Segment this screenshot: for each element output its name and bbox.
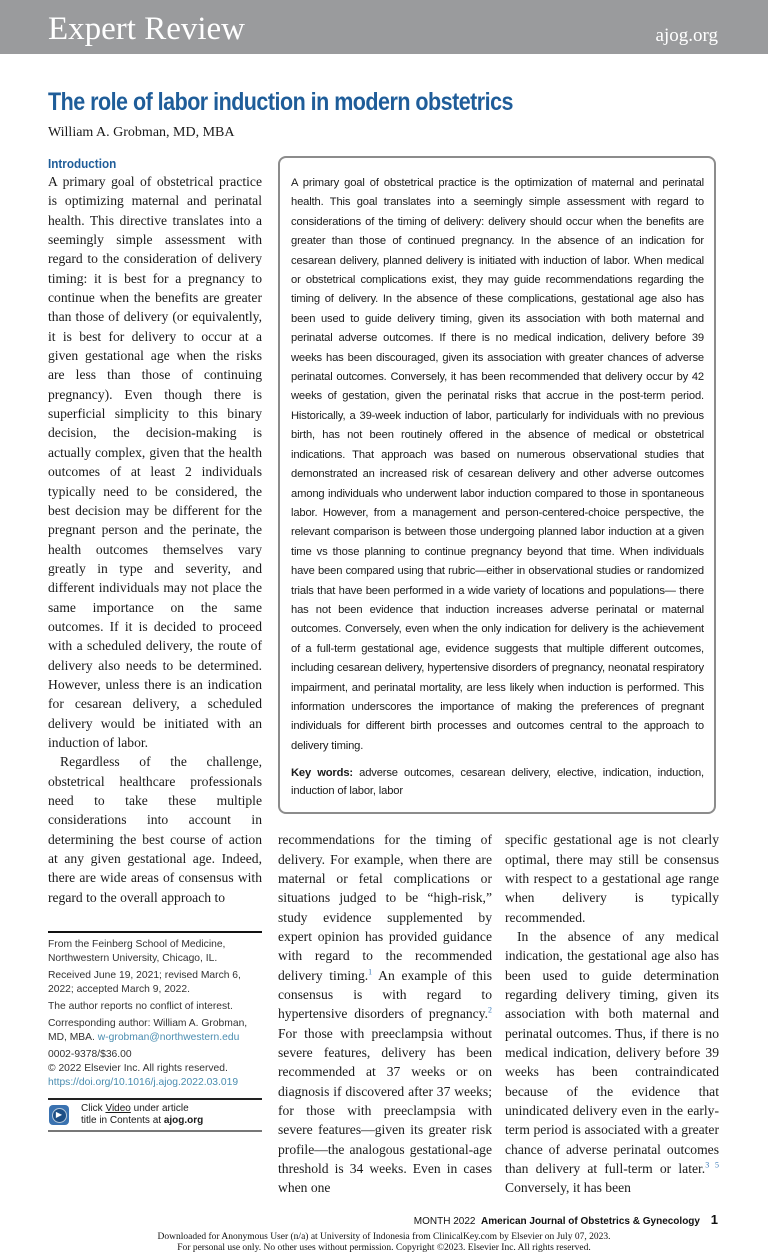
conflict-statement: The author reports no conflict of interest. [48, 1001, 233, 1013]
page-footer [0, 1212, 718, 1230]
download-notice: Downloaded for Anonymous User (n/a) at University of Indonesia from ClinicalKey.com by Elsevier on July 07, 2023. [157, 1231, 611, 1242]
email-link[interactable]: w-grobman@northwestern.edu [97, 1032, 240, 1044]
paragraph [278, 830, 492, 1198]
article-body [48, 156, 718, 1198]
page-number: 1 [710, 1211, 718, 1227]
journal-header [0, 0, 768, 54]
right-area [278, 156, 719, 1198]
right-column [505, 830, 719, 1198]
article-author: William A. Grobman, MD, MBA [48, 125, 235, 140]
paragraph [505, 927, 719, 1198]
text: In the absence of any medical indication, the gestational age also has been used to guide determination regarding delivery timing, given its association with both maternal and perinatal outcomes. Thus, if there is no medical indication, delivery before 39 weeks has been contraindicated because of the evidence that unindicated delivery even in the early-term period is associated with a greater chance of adverse perinatal outcomes than delivery at full-term or later. [505, 928, 719, 1177]
affiliation: From the Feinberg School of Medicine, Northwestern University, Chicago, IL. [48, 939, 226, 965]
citation-link[interactable]: 1 [368, 967, 373, 977]
middle-column [278, 830, 492, 1198]
usage-notice: For personal use only. No other uses without permission. Copyright ©2023. Elsevier Inc. All rights reserved. [177, 1242, 591, 1253]
intro-heading: Introduction [48, 156, 117, 171]
intro-column [48, 156, 262, 907]
article-dates: Received June 19, 2021; revised March 6, 2022; accepted March 9, 2022. [48, 970, 241, 996]
text: An example of this consensus is with regard to hypertensive disorders of pregnancy. [278, 967, 492, 1022]
left-column [48, 156, 262, 1132]
text: Click [81, 1103, 106, 1115]
issue-date: MONTH 2022 [413, 1215, 476, 1227]
citation-link[interactable]: 5 [715, 1160, 720, 1170]
keywords-label: Key words: [291, 767, 353, 780]
paragraph: A primary goal of obstetrical practice is optimizing maternal and perinatal health. This directive translates into a seemingly simple assessment with regard to the consideration of delivery timing: it is best for a pregnancy to continue when the benefits are greater than those of delivery (or equivalently, it is best for delivery to occur at a given gestational age when the risks are less than those of continuing pregnancy). Even though there is superficial simplicity to this binary decision, the decision-making is actually complex, given that the health outcomes of at least 2 individuals typically need to be considered, the best decision may be different for the pregnant person and the perinate, the health outcomes themselves vary greatly in type and severity, and different individuals may not place the same importance on the same outcomes. If it is decided to proceed with a scheduled delivery, the route of delivery also needs to be determined. However, unless there is an indication for cesarean delivery, a scheduled delivery would be initiated with an induction of labor. [48, 174, 262, 750]
text: Corresponding author: William A. Grobman, MD, MBA. [48, 1018, 248, 1044]
keywords-list: adverse outcomes, cesarean delivery, elective, indication, induction, induction of labor, labor [291, 767, 705, 798]
issn: 0002-9378/$36.00 [48, 1049, 132, 1061]
copyright: © 2022 Elsevier Inc. All rights reserved. [48, 1063, 228, 1075]
video-link[interactable]: Video [105, 1103, 131, 1115]
section-label: Expert Review [48, 11, 246, 47]
video-notice [48, 1098, 262, 1132]
paragraph: Regardless of the challenge, obstetrical healthcare professionals need to take these multiple considerations into account in determining the best course of action at any given gestational age. Indeed, there are wide areas of consensus with regard to the overall approach to [48, 754, 262, 905]
site-link[interactable]: ajog.org [163, 1115, 204, 1127]
play-video-icon[interactable]: ▶ [49, 1105, 69, 1125]
lower-columns [278, 830, 719, 1198]
text: recommendations for the timing of delivery. For example, when there are maternal or fetal complications or situations judged to be “high-risk,” study evidence supplemented by expert opinion has provided guidance with regard to the recommended delivery timing. [278, 832, 492, 983]
paragraph: specific gestational age is not clearly optimal, there may still be consensus with respect to a gestational age range when delivery is typically recommended. [505, 832, 719, 925]
citation-link[interactable]: 2 [488, 1005, 492, 1015]
doi-link[interactable]: https://doi.org/10.1016/j.ajog.2022.03.019 [48, 1077, 239, 1089]
text: For those with preeclampsia without severe features, delivery has been recommended at 37 weeks or on diagnosis if discovered after 37 weeks; for those with preeclampsia with severe features—given its greater risk profile—the analogous gestational-age threshold is 34 weeks. Even in cases when one [278, 1025, 492, 1196]
text: under article [130, 1103, 189, 1115]
abstract-text: A primary goal of obstetrical practice is the optimization of maternal and perinatal health. This goal translates into a seemingly simple assessment with regard to considerations of the timing of delivery: delivery should occur when the benefits are greater than those of continued pregnancy. In the absence of an indication for cesarean delivery, planned delivery is initiated with induction of labor. When medical or obstetrical complications exist, they may guide recommendations regarding the timing of delivery. In the absence of these complications, gestational age also has been used to guide delivery timing, given its association with both maternal and perinatal adverse outcomes. If there is no medical indication, delivery before 39 weeks has been discouraged, given its association with greater chances of adverse perinatal outcomes. Conversely, it has been recommended that delivery occur by 42 weeks of gestation, given the perinatal risks that accrue in the post-term period. Historically, a 39-week induction of labor, particularly for individuals with no previous birth, has not been routinely offered in the absence of medical or obstetrical indications. That approach was based on numerous observational studies that demonstrated an increased risk of cesarean delivery and other adverse outcomes among individuals who underwent labor induction compared to those in spontaneous labor. However, from a management and person-centered-choice perspective, the relevant comparison is between those undergoing planned labor induction at a given time vs those planning to continue pregnancy beyond that time. When individuals have been compared using that rubric—either in observational studies or randomized trials that have been performed in a wide variety of locations and populations— there has not been evidence that induction increases adverse perinatal or maternal outcomes. Conversely, even when the only indication for delivery is the achievement of a full-term gestational age, evidence suggests that multiple different outcomes, including cesarean delivery, hypertensive disorders of pregnancy, neonatal respiratory impairment, and perinatal mortality, are less likely when induction is performed. This information underscores the importance of making the preferences of pregnant individuals for different birth processes and outcomes central to the approach to delivery timing. [291, 177, 704, 752]
citation-link[interactable]: 3 [705, 1160, 710, 1170]
article-title: The role of labor induction in modern obstetrics [48, 88, 513, 116]
keywords [291, 764, 704, 800]
text: title in Contents at [81, 1115, 164, 1127]
journal-name: American Journal of Obstetrics & Gynecology [481, 1215, 700, 1227]
abstract-box [278, 156, 716, 814]
corresponding-author [48, 1017, 262, 1045]
journal-site[interactable]: ajog.org [655, 25, 718, 46]
article-notes [48, 931, 262, 1090]
text: Conversely, it has been [505, 1180, 631, 1196]
